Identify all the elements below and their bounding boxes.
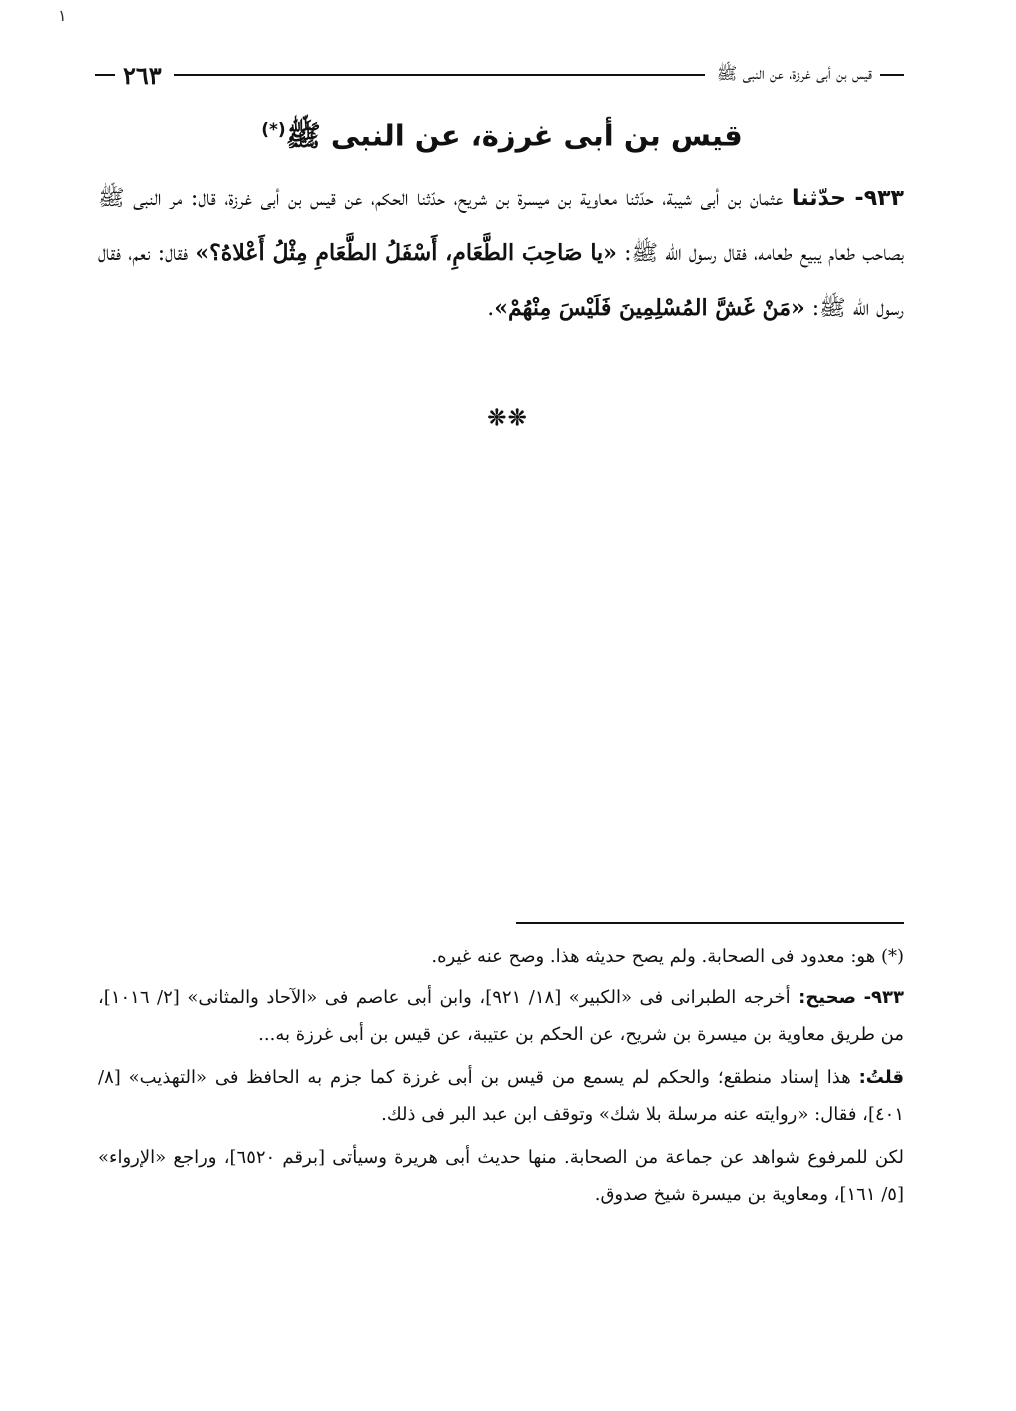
footnote-qult [98, 1059, 904, 1133]
footnote-main-text: أخرجه الطبرانى فى «الكبير» [١٨/ ٩٢١]، وابن أبى عاصم فى «الآحاد والمثانى» [٢/ ١٠١٦]، من طريق معاوية بن ميسرة بن شريح، عن الحكم بن عتيبة، عن قيس بن أبى غرزة به... [98, 987, 904, 1045]
hadith-quote-2: «مَنْ غَشَّ المُسْلِمِينَ فَلَيْسَ مِنْهُمْ» [494, 295, 805, 321]
footnote-rule [516, 922, 904, 924]
chapter-heading [100, 108, 904, 158]
footnote-star: (*) هو: معدود فى الصحابة. ولم يصح حديثه هذا. وصح عنه غيره. [431, 946, 904, 967]
footnote-last: لكن للمرفوع شواهد عن جماعة من الصحابة. منها حديث أبى هريرة وسيأتى [برقم ٦٥٢٠]، وراجع «الإرواء» [٥/ ١٦١]، ومعاوية بن ميسرة شيخ صدوق. [98, 1147, 904, 1205]
hadith-number: ٩٣٣- [854, 186, 904, 211]
header-dash-left [95, 74, 115, 76]
running-header-title: قيس بن أبى غرزة، عن النبى ﷺ [716, 63, 872, 84]
header-rule [174, 74, 705, 76]
hadith-part1: عثمان بن أبى شيبة، حدّثنا معاوية بن ميسرة بن شريح، حدّثنا الحكم، عن قيس بن أبى غرزة، قال: مر النبى ﷺ بصاحب طعام يبيع طعامه، فقال رسول الله ﷺ: [98, 186, 905, 266]
hadith-end: . [487, 296, 495, 321]
chapter-footnote-ref: (*) [261, 120, 286, 140]
footnote-number: ٩٣٣- [863, 987, 905, 1008]
footnotes [98, 938, 904, 1213]
hadith-lead: حدّثنا [791, 186, 847, 211]
footnote-qult-text: هذا إسناد منطقع؛ والحكم لم يسمع من قيس بن أبى غرزة كما جزم به الحافظ فى «التهذيب» [٨/ ٤٠١]، فقال: «روايته عنه مرسلة بلا شك» وتوقف ابن عبد البر فى ذلك. [98, 1067, 904, 1125]
hadith-part2: فقال: نعم، فقال رسول الله ﷺ: [98, 241, 904, 321]
section-separator: ❊❊ [487, 405, 529, 431]
chapter-title: قيس بن أبى غرزة، عن النبى ﷺ [285, 118, 743, 153]
footnote-qult-label: قلتُ: [858, 1067, 904, 1088]
hadith-quote-1: «يا صَاحِبَ الطَّعَامِ، أَسْفَلُ الطَّعَامِ مِثْلُ أَعْلاهُ؟» [195, 240, 617, 266]
page-number: ٢٦٣ [123, 60, 162, 90]
footnote-grade: صحيح: [798, 987, 857, 1008]
running-header [95, 58, 904, 92]
header-dash-right [880, 74, 904, 76]
footnote-main [98, 979, 904, 1053]
hadith-text [98, 172, 904, 336]
corner-mark: ١ [58, 6, 67, 25]
